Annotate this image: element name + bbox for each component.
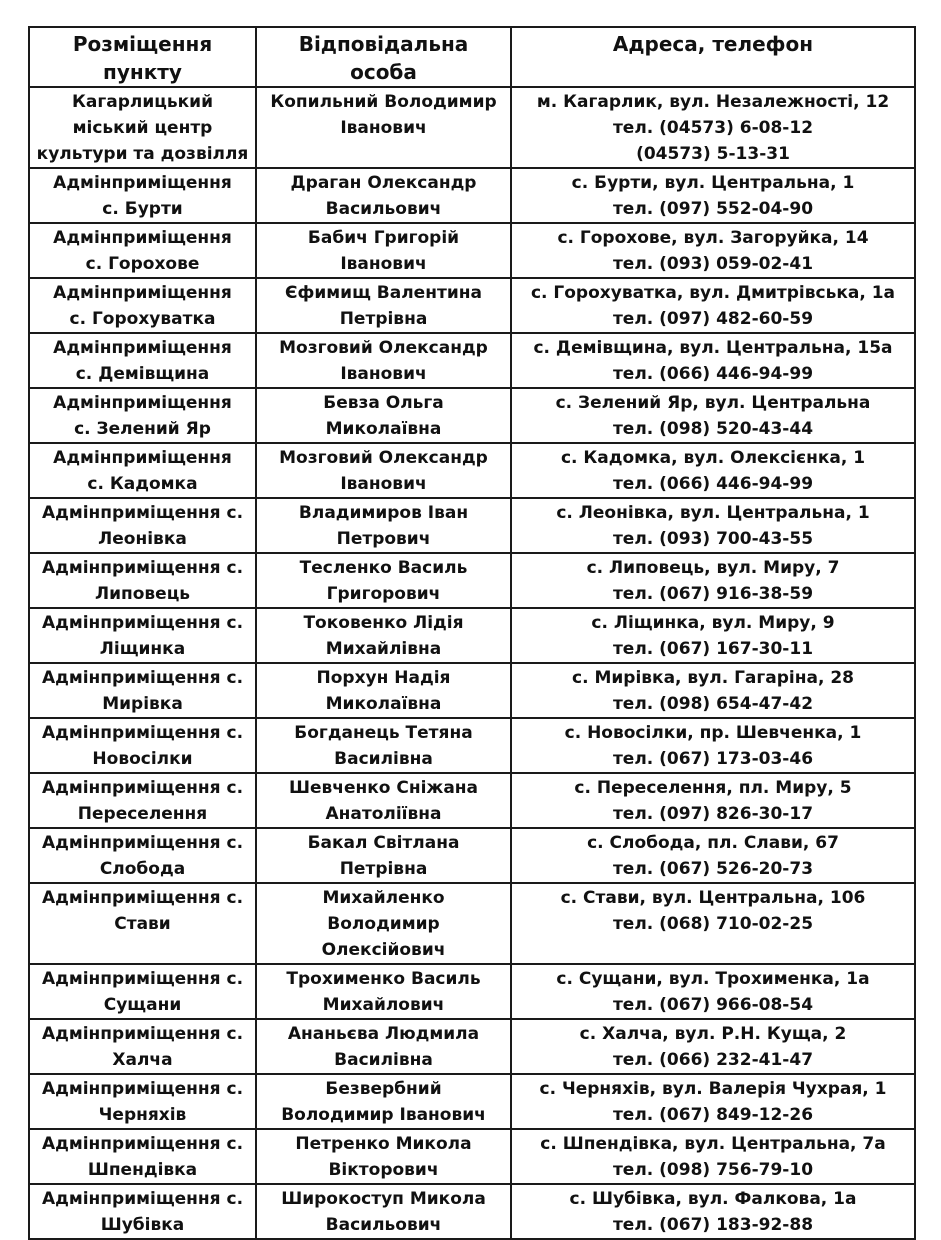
table-row	[29, 718, 915, 773]
table-body	[29, 87, 915, 1239]
person-cell-line: Михайлівна	[325, 639, 442, 659]
address-cell	[511, 828, 915, 883]
place-cell-line: Адмінприміщення с.	[41, 969, 244, 989]
place-cell-line: Адмінприміщення с.	[41, 558, 244, 578]
place-cell	[29, 608, 256, 663]
address-cell-line: тел. (067) 966-08-54	[612, 995, 814, 1015]
table-row	[29, 663, 915, 718]
person-cell-line: Михайлович	[322, 995, 445, 1015]
place-cell-line: Адмінприміщення с.	[41, 723, 244, 743]
place-cell	[29, 223, 256, 278]
place-cell-line: с. Демівщина	[75, 364, 210, 384]
address-cell-line: с. Стави, вул. Центральна, 106	[560, 888, 866, 908]
table-row	[29, 1074, 915, 1129]
address-cell	[511, 223, 915, 278]
place-cell	[29, 498, 256, 553]
address-cell-line: с. Бурти, вул. Центральна, 1	[571, 173, 855, 193]
header-person-line: особа	[350, 60, 417, 84]
person-cell-line: Бабич Григорій	[307, 228, 460, 248]
place-cell	[29, 168, 256, 223]
person-cell-line: Іванович	[340, 254, 427, 274]
place-cell-line: Липовець	[94, 584, 191, 604]
person-cell-line: Широкоступ Микола	[281, 1189, 486, 1209]
address-cell	[511, 443, 915, 498]
person-cell	[256, 1074, 511, 1129]
place-cell-line: с. Зелений Яр	[74, 419, 211, 439]
address-cell-line: с. Слобода, пл. Слави, 67	[587, 833, 839, 853]
person-cell-line: Тесленко Василь	[299, 558, 468, 578]
place-cell-line: Адмінприміщення с.	[41, 613, 244, 633]
table-row	[29, 498, 915, 553]
person-cell-line: Олексійович	[321, 940, 446, 960]
person-cell	[256, 1129, 511, 1184]
person-cell-line: Василівна	[334, 1050, 433, 1070]
person-cell-line: Єфимищ Валентина	[285, 283, 482, 303]
address-cell-line: м. Кагарлик, вул. Незалежності, 12	[536, 92, 890, 112]
place-cell-line: Халча	[112, 1050, 173, 1070]
address-cell-line: с. Демівщина, вул. Центральна, 15а	[533, 338, 893, 358]
address-cell-line: тел. (068) 710-02-25	[612, 914, 814, 934]
person-cell	[256, 773, 511, 828]
address-cell	[511, 388, 915, 443]
address-cell	[511, 964, 915, 1019]
place-cell-line: Ліщинка	[99, 639, 186, 659]
header-place-line: пункту	[103, 60, 182, 84]
place-cell-line: Леонівка	[98, 529, 187, 549]
place-cell	[29, 964, 256, 1019]
address-cell-line: тел. (067) 526-20-73	[612, 859, 814, 879]
address-cell-line: тел. (067) 183-92-88	[612, 1215, 814, 1235]
person-cell-line: Григорович	[326, 584, 441, 604]
person-cell-line: Токовенко Лідія	[303, 613, 464, 633]
place-cell	[29, 663, 256, 718]
place-cell	[29, 278, 256, 333]
place-cell-line: Черняхів	[98, 1105, 187, 1125]
place-cell	[29, 773, 256, 828]
place-cell-line: Мирівка	[102, 694, 183, 714]
place-cell-line: міський центр	[72, 118, 213, 138]
place-cell-line: Адмінприміщення с.	[41, 1134, 244, 1154]
place-cell-line: с. Кадомка	[87, 474, 198, 494]
person-cell	[256, 333, 511, 388]
person-cell-line: Безвербний	[325, 1079, 442, 1099]
address-cell-line: с. Шубівка, вул. Фалкова, 1а	[569, 1189, 857, 1209]
place-cell-line: Адмінприміщення с.	[41, 668, 244, 688]
place-cell-line: Адмінприміщення с.	[41, 888, 244, 908]
person-cell-line: Васильович	[325, 199, 442, 219]
person-cell-line: Трохименко Василь	[286, 969, 481, 989]
table-row	[29, 883, 915, 964]
place-cell-line: Сущани	[103, 995, 182, 1015]
address-cell-line: тел. (066) 446-94-99	[612, 474, 814, 494]
place-cell-line: Переселення	[77, 804, 208, 824]
address-cell-line: тел. (067) 173-03-46	[612, 749, 814, 769]
place-cell-line: Стави	[114, 914, 171, 934]
place-cell-line: Адмінприміщення с.	[41, 503, 244, 523]
person-cell-line: Петренко Микола	[295, 1134, 472, 1154]
person-cell-line: Володимир	[327, 914, 440, 934]
place-cell	[29, 388, 256, 443]
person-cell-line: Михайленко	[322, 888, 445, 908]
place-cell	[29, 443, 256, 498]
place-cell	[29, 1184, 256, 1239]
place-cell-line: Адмінприміщення с.	[41, 1189, 244, 1209]
place-cell-line: Адмінприміщення с.	[41, 833, 244, 853]
address-cell-line: тел. (093) 700-43-55	[612, 529, 814, 549]
header-place	[29, 27, 256, 87]
table-row	[29, 828, 915, 883]
person-cell	[256, 608, 511, 663]
address-cell	[511, 333, 915, 388]
place-cell-line: Адмінприміщення	[53, 448, 232, 468]
person-cell-line: Петрівна	[339, 859, 428, 879]
address-cell	[511, 608, 915, 663]
place-cell-line: Новосілки	[92, 749, 193, 769]
person-cell	[256, 553, 511, 608]
table-row	[29, 168, 915, 223]
place-cell-line: Адмінприміщення с.	[41, 1079, 244, 1099]
address-cell-line: с. Новосілки, пр. Шевченка, 1	[564, 723, 862, 743]
person-cell	[256, 388, 511, 443]
table-row	[29, 964, 915, 1019]
table-row	[29, 1129, 915, 1184]
table-row	[29, 773, 915, 828]
address-cell	[511, 278, 915, 333]
address-cell-line: тел. (067) 167-30-11	[612, 639, 814, 659]
person-cell-line: Бакал Світлана	[307, 833, 460, 853]
contacts-table	[28, 26, 916, 1240]
place-cell-line: Шубівка	[100, 1215, 185, 1235]
address-cell-line: (04573) 5-13-31	[636, 144, 790, 164]
person-cell	[256, 883, 511, 964]
address-cell	[511, 168, 915, 223]
person-cell	[256, 278, 511, 333]
table-row	[29, 388, 915, 443]
address-cell-line: с. Леонівка, вул. Центральна, 1	[556, 503, 870, 523]
place-cell-line: Адмінприміщення	[53, 173, 232, 193]
table-row	[29, 333, 915, 388]
address-cell-line: с. Кадомка, вул. Олексієнка, 1	[560, 448, 866, 468]
address-cell-line: тел. (097) 552-04-90	[612, 199, 814, 219]
person-cell-line: Бевза Ольга	[323, 393, 444, 413]
address-cell-line: тел. (098) 756-79-10	[612, 1160, 814, 1180]
place-cell	[29, 828, 256, 883]
place-cell-line: с. Горохове	[85, 254, 200, 274]
place-cell-line: Адмінприміщення	[53, 228, 232, 248]
person-cell-line: Мозговий Олександр	[279, 338, 488, 358]
person-cell-line: Богданець Тетяна	[294, 723, 473, 743]
person-cell-line: Петрівна	[339, 309, 428, 329]
place-cell	[29, 718, 256, 773]
address-cell	[511, 883, 915, 964]
person-cell-line: Владимиров Іван	[298, 503, 469, 523]
table-row	[29, 443, 915, 498]
person-cell	[256, 718, 511, 773]
place-cell-line: Шпендівка	[87, 1160, 198, 1180]
person-cell-line: Драган Олександр	[290, 173, 477, 193]
address-cell	[511, 1129, 915, 1184]
person-cell	[256, 498, 511, 553]
table-row	[29, 1184, 915, 1239]
address-cell-line: тел. (098) 520-43-44	[612, 419, 814, 439]
person-cell	[256, 663, 511, 718]
address-cell-line: с. Шпендівка, вул. Центральна, 7а	[540, 1134, 886, 1154]
person-cell	[256, 168, 511, 223]
header-person	[256, 27, 511, 87]
person-cell	[256, 443, 511, 498]
address-cell	[511, 498, 915, 553]
person-cell-line: Петрович	[336, 529, 431, 549]
person-cell-line: Копильний Володимир	[270, 92, 497, 112]
place-cell	[29, 87, 256, 168]
address-cell	[511, 1074, 915, 1129]
address-cell-line: с. Зелений Яр, вул. Центральна	[555, 393, 871, 413]
table-row	[29, 553, 915, 608]
address-cell-line: тел. (067) 849-12-26	[612, 1105, 814, 1125]
person-cell-line: Василівна	[334, 749, 433, 769]
address-cell-line: тел. (097) 826-30-17	[612, 804, 814, 824]
address-cell-line: с. Мирівка, вул. Гагаріна, 28	[572, 668, 854, 688]
address-cell	[511, 553, 915, 608]
place-cell	[29, 883, 256, 964]
person-cell-line: Мозговий Олександр	[279, 448, 488, 468]
place-cell-line: Слобода	[99, 859, 186, 879]
address-cell-line: тел. (066) 446-94-99	[612, 364, 814, 384]
address-cell-line: с. Ліщинка, вул. Миру, 9	[591, 613, 835, 633]
address-cell-line: тел. (098) 654-47-42	[612, 694, 814, 714]
table-row	[29, 87, 915, 168]
person-cell	[256, 1184, 511, 1239]
place-cell-line: Адмінприміщення	[53, 338, 232, 358]
place-cell-line: Адмінприміщення с.	[41, 778, 244, 798]
address-cell	[511, 773, 915, 828]
place-cell-line: Адмінприміщення с.	[41, 1024, 244, 1044]
table-row	[29, 278, 915, 333]
person-cell	[256, 87, 511, 168]
address-cell	[511, 718, 915, 773]
place-cell	[29, 553, 256, 608]
address-cell	[511, 663, 915, 718]
address-cell-line: с. Горохове, вул. Загоруйка, 14	[557, 228, 869, 248]
place-cell-line: с. Бурти	[102, 199, 183, 219]
person-cell	[256, 828, 511, 883]
person-cell-line: Вікторович	[328, 1160, 439, 1180]
place-cell-line: культури та дозвілля	[36, 144, 249, 164]
place-cell	[29, 333, 256, 388]
header-address	[511, 27, 915, 87]
place-cell	[29, 1129, 256, 1184]
person-cell	[256, 1019, 511, 1074]
address-cell-line: с. Горохуватка, вул. Дмитрівська, 1а	[530, 283, 896, 303]
person-cell-line: Володимир Іванович	[281, 1105, 486, 1125]
address-cell-line: тел. (093) 059-02-41	[612, 254, 814, 274]
person-cell-line: Васильович	[325, 1215, 442, 1235]
address-cell-line: с. Халча, вул. Р.Н. Куща, 2	[579, 1024, 847, 1044]
person-cell-line: Миколаївна	[325, 694, 442, 714]
table-row	[29, 608, 915, 663]
place-cell-line: Кагарлицький	[72, 92, 213, 112]
address-cell-line: тел. (067) 916-38-59	[612, 584, 814, 604]
table-row	[29, 223, 915, 278]
address-cell-line: с. Черняхів, вул. Валерія Чухрая, 1	[539, 1079, 887, 1099]
address-cell-line: с. Сущани, вул. Трохименка, 1а	[556, 969, 870, 989]
header-person-line: Відповідальна	[298, 32, 469, 56]
header-place-line: Розміщення	[72, 32, 213, 56]
person-cell-line: Шевченко Сніжана	[288, 778, 479, 798]
address-cell	[511, 1019, 915, 1074]
address-cell-line: тел. (066) 232-41-47	[612, 1050, 814, 1070]
address-cell-line: с. Липовець, вул. Миру, 7	[586, 558, 840, 578]
person-cell	[256, 964, 511, 1019]
person-cell-line: Ананьєва Людмила	[287, 1024, 480, 1044]
place-cell	[29, 1074, 256, 1129]
address-cell-line: тел. (097) 482-60-59	[612, 309, 814, 329]
header-address-line: Адреса, телефон	[612, 32, 814, 56]
place-cell-line: с. Горохуватка	[69, 309, 216, 329]
person-cell-line: Іванович	[340, 364, 427, 384]
place-cell-line: Адмінприміщення	[53, 393, 232, 413]
person-cell-line: Порхун Надія	[316, 668, 451, 688]
header-row	[29, 27, 915, 87]
address-cell	[511, 87, 915, 168]
person-cell-line: Анатоліївна	[325, 804, 442, 824]
person-cell	[256, 223, 511, 278]
address-cell-line: с. Переселення, пл. Миру, 5	[574, 778, 852, 798]
place-cell-line: Адмінприміщення	[53, 283, 232, 303]
address-cell	[511, 1184, 915, 1239]
person-cell-line: Іванович	[340, 474, 427, 494]
table-row	[29, 1019, 915, 1074]
person-cell-line: Іванович	[340, 118, 427, 138]
address-cell-line: тел. (04573) 6-08-12	[612, 118, 814, 138]
person-cell-line: Миколаївна	[325, 419, 442, 439]
place-cell	[29, 1019, 256, 1074]
